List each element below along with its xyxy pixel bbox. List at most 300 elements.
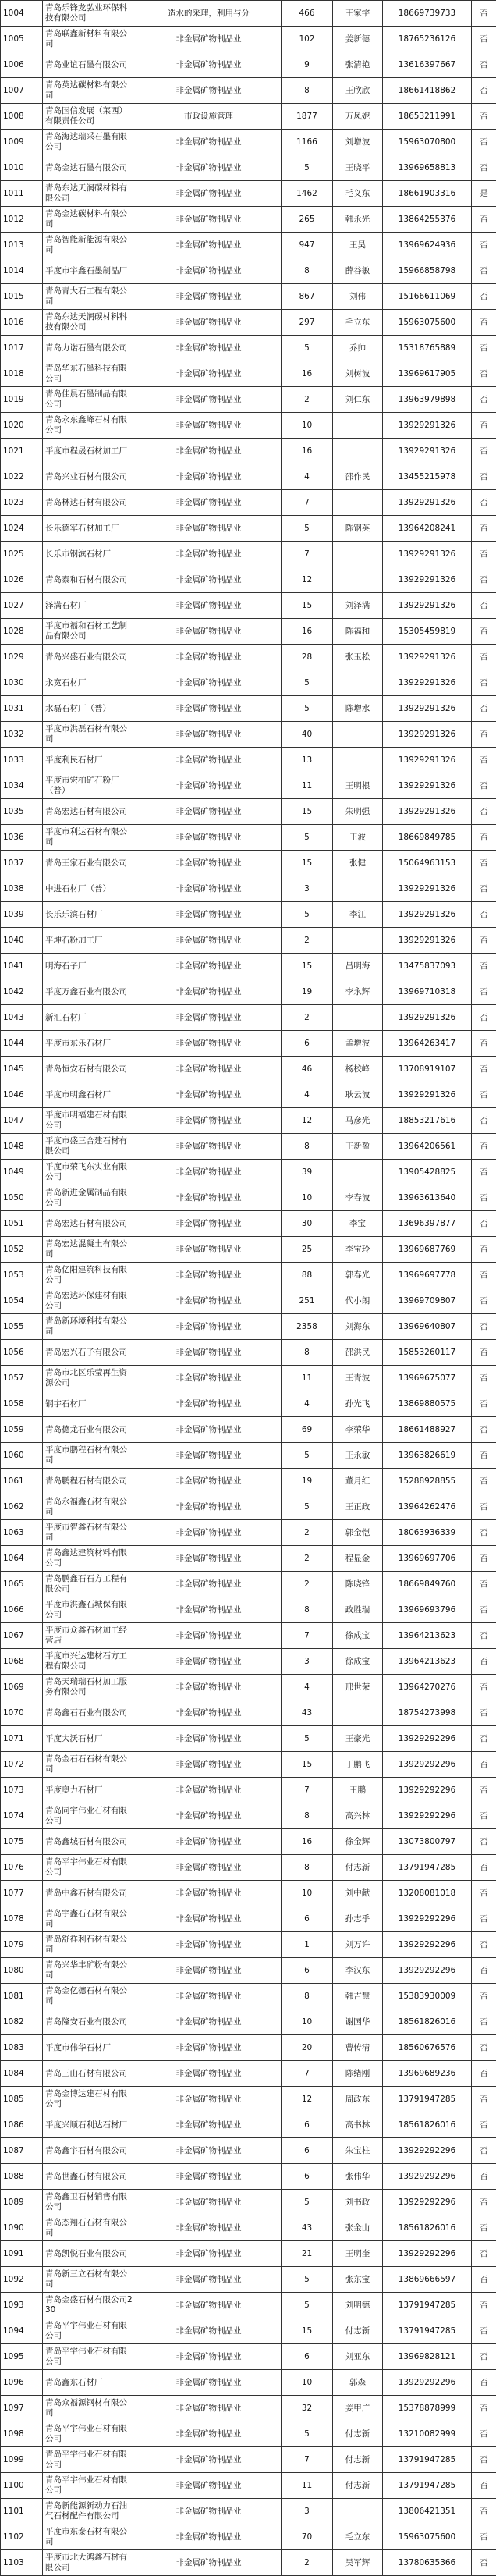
- row-index-cell: 1033: [1, 748, 43, 773]
- table-row: [1, 207, 496, 233]
- row-index-cell: 1051: [1, 1211, 43, 1237]
- phone-number-cell: 13969675077: [383, 1366, 472, 1391]
- industry-cell: 非金属矿物制品业: [136, 2550, 282, 2576]
- phone-number-cell: 15318765889: [383, 336, 472, 361]
- count-cell: 8: [282, 258, 333, 284]
- count-cell: 8: [282, 1340, 333, 1366]
- phone-number-cell: 13708919107: [383, 1057, 472, 1082]
- flag-cell: 否: [472, 2499, 496, 2524]
- phone-number-cell: 18669849760: [383, 1572, 472, 1597]
- industry-cell: 非金属矿物制品业: [136, 1211, 282, 1237]
- contact-person-cell: 邵洪民: [333, 1340, 383, 1366]
- flag-cell: 否: [472, 413, 496, 439]
- count-cell: 3: [282, 2499, 333, 2524]
- row-index-cell: 1070: [1, 1700, 43, 1726]
- industry-cell: 非金属矿物制品业: [136, 207, 282, 233]
- company-name-cell: 青岛青大石工程有限公司: [43, 284, 136, 310]
- table-row: [1, 670, 496, 696]
- count-cell: 7: [282, 1778, 333, 1803]
- industry-cell: 非金属矿物制品业: [136, 1237, 282, 1263]
- contact-person-cell: 付志新: [333, 1855, 383, 1881]
- count-cell: 265: [282, 207, 333, 233]
- industry-cell: 非金属矿物制品业: [136, 1263, 282, 1288]
- phone-number-cell: 13929292296: [383, 1906, 472, 1932]
- contact-person-cell: 张清艳: [333, 52, 383, 78]
- contact-person-cell: [333, 413, 383, 439]
- contact-person-cell: 刘增波: [333, 130, 383, 155]
- flag-cell: 否: [472, 1211, 496, 1237]
- table-row: [1, 1340, 496, 1366]
- table-row: [1, 2138, 496, 2164]
- industry-cell: 非金属矿物制品业: [136, 722, 282, 748]
- industry-cell: 非金属矿物制品业: [136, 851, 282, 876]
- industry-cell: 非金属矿物制品业: [136, 155, 282, 181]
- phone-number-cell: 13806421351: [383, 2499, 472, 2524]
- industry-cell: 非金属矿物制品业: [136, 1675, 282, 1700]
- row-index-cell: 1029: [1, 645, 43, 670]
- flag-cell: 否: [472, 2241, 496, 2267]
- table-row: [1, 1160, 496, 1185]
- table-row: [1, 1391, 496, 1417]
- count-cell: 8: [282, 1597, 333, 1623]
- industry-cell: 非金属矿物制品业: [136, 1700, 282, 1726]
- row-index-cell: 1021: [1, 439, 43, 464]
- company-name-cell: 青岛金盛石材有限公司230: [43, 2293, 136, 2318]
- company-name-cell: 平度市伟华石材厂: [43, 2035, 136, 2061]
- count-cell: 1462: [282, 181, 333, 207]
- contact-person-cell: 毛立东: [333, 310, 383, 336]
- row-index-cell: 1023: [1, 490, 43, 516]
- phone-number-cell: 18653211991: [383, 104, 472, 130]
- industry-cell: 非金属矿物制品业: [136, 1546, 282, 1572]
- flag-cell: 否: [472, 490, 496, 516]
- phone-number-cell: 18661488927: [383, 1417, 472, 1443]
- count-cell: 2: [282, 1520, 333, 1546]
- row-index-cell: 1062: [1, 1494, 43, 1520]
- industry-cell: 非金属矿物制品业: [136, 1134, 282, 1160]
- contact-person-cell: [333, 928, 383, 954]
- contact-person-cell: 张玉松: [333, 645, 383, 670]
- industry-cell: 非金属矿物制品业: [136, 1855, 282, 1881]
- count-cell: 12: [282, 1108, 333, 1134]
- contact-person-cell: 孙志乎: [333, 1906, 383, 1932]
- company-name-cell: 平度市明鑫石材厂: [43, 1082, 136, 1108]
- contact-person-cell: [333, 670, 383, 696]
- company-name-cell: 青岛金博达建石材有限公司: [43, 2087, 136, 2112]
- contact-person-cell: 付志新: [333, 2447, 383, 2473]
- table-row: [1, 1906, 496, 1932]
- flag-cell: 否: [472, 799, 496, 825]
- industry-cell: 非金属矿物制品业: [136, 2499, 282, 2524]
- company-name-cell: 平度市程晟石材加工厂: [43, 439, 136, 464]
- table-row: [1, 1958, 496, 1984]
- table-row: [1, 2447, 496, 2473]
- table-row: [1, 2550, 496, 2576]
- count-cell: 4: [282, 1391, 333, 1417]
- table-row: [1, 1726, 496, 1752]
- count-cell: 2: [282, 928, 333, 954]
- table-row: [1, 1829, 496, 1855]
- count-cell: 28: [282, 645, 333, 670]
- company-name-cell: 青岛华东石墨科技有限公司: [43, 361, 136, 387]
- count-cell: 43: [282, 2215, 333, 2241]
- count-cell: 5: [282, 670, 333, 696]
- phone-number-cell: 13969658813: [383, 155, 472, 181]
- company-name-cell: 青岛恒安石材有限公司: [43, 1057, 136, 1082]
- count-cell: 5: [282, 2293, 333, 2318]
- contact-person-cell: [333, 542, 383, 567]
- company-name-cell: 平度大沃石材厂: [43, 1726, 136, 1752]
- row-index-cell: 1098: [1, 2421, 43, 2447]
- contact-person-cell: 王明奎: [333, 2241, 383, 2267]
- table-row: [1, 1469, 496, 1494]
- company-name-cell: 青岛佳晨石墨制品有限公司: [43, 387, 136, 413]
- company-name-cell: 青岛新环境科技有限公司: [43, 1314, 136, 1340]
- industry-cell: 非金属矿物制品业: [136, 1005, 282, 1031]
- contact-person-cell: 高书林: [333, 2112, 383, 2138]
- industry-cell: 非金属矿物制品业: [136, 2370, 282, 2396]
- row-index-cell: 1086: [1, 2112, 43, 2138]
- phone-number-cell: 13969709807: [383, 1288, 472, 1314]
- count-cell: 32: [282, 2396, 333, 2421]
- contact-person-cell: 耿云波: [333, 1082, 383, 1108]
- industry-cell: 非金属矿物制品业: [136, 1881, 282, 1906]
- company-name-cell: 平度市洪鑫石城保有限公司: [43, 1597, 136, 1623]
- count-cell: 8: [282, 78, 333, 104]
- count-cell: 1: [282, 1932, 333, 1958]
- company-name-cell: 青岛力诺石墨有限公司: [43, 336, 136, 361]
- contact-person-cell: 刘仁东: [333, 387, 383, 413]
- industry-cell: 非金属矿物制品业: [136, 78, 282, 104]
- count-cell: 46: [282, 1057, 333, 1082]
- contact-person-cell: [333, 722, 383, 748]
- company-name-cell: 平度市兴达建材石方工程有限公司: [43, 1649, 136, 1675]
- row-index-cell: 1072: [1, 1752, 43, 1778]
- table-row: [1, 1031, 496, 1057]
- table-row: [1, 825, 496, 851]
- phone-number-cell: 13929292296: [383, 1958, 472, 1984]
- row-index-cell: 1071: [1, 1726, 43, 1752]
- row-index-cell: 1047: [1, 1108, 43, 1134]
- company-name-cell: 平度市宏柏矿石粉厂（普）: [43, 773, 136, 799]
- contact-person-cell: 王新盈: [333, 1134, 383, 1160]
- flag-cell: 否: [472, 516, 496, 542]
- count-cell: 39: [282, 1160, 333, 1185]
- row-index-cell: 1005: [1, 27, 43, 52]
- flag-cell: 否: [472, 542, 496, 567]
- phone-number-cell: 13929291326: [383, 928, 472, 954]
- row-index-cell: 1059: [1, 1417, 43, 1443]
- phone-number-cell: 13616397667: [383, 52, 472, 78]
- industry-cell: 非金属矿物制品业: [136, 2318, 282, 2344]
- phone-number-cell: 13929292296: [383, 2241, 472, 2267]
- phone-number-cell: 13929292296: [383, 2370, 472, 2396]
- contact-person-cell: 李汉东: [333, 1958, 383, 1984]
- count-cell: 8: [282, 1984, 333, 2009]
- industry-cell: 非金属矿物制品业: [136, 2164, 282, 2190]
- company-name-cell: 青岛德龙石业有限公司: [43, 1417, 136, 1443]
- contact-person-cell: 高兴林: [333, 1803, 383, 1829]
- industry-cell: 非金属矿物制品业: [136, 52, 282, 78]
- row-index-cell: 1077: [1, 1881, 43, 1906]
- company-name-cell: 青岛王家石业有限公司: [43, 851, 136, 876]
- contact-person-cell: 刘伟: [333, 284, 383, 310]
- company-name-cell: 青岛兴盛石业有限公司: [43, 645, 136, 670]
- phone-number-cell: 13964208241: [383, 516, 472, 542]
- industry-cell: 非金属矿物制品业: [136, 1185, 282, 1211]
- phone-number-cell: 13791947285: [383, 2318, 472, 2344]
- row-index-cell: 1016: [1, 310, 43, 336]
- contact-person-cell: 丁鹏飞: [333, 1752, 383, 1778]
- phone-number-cell: 13929292296: [383, 2190, 472, 2215]
- contact-person-cell: 陈钢英: [333, 516, 383, 542]
- company-name-cell: 平度市智鑫石材有限公司: [43, 1520, 136, 1546]
- flag-cell: 否: [472, 1288, 496, 1314]
- table-row: [1, 773, 496, 799]
- contact-person-cell: 谢国华: [333, 2009, 383, 2035]
- table-row: [1, 1237, 496, 1263]
- industry-cell: 非金属矿物制品业: [136, 979, 282, 1005]
- company-name-cell: 长乐市钢滨石材厂: [43, 542, 136, 567]
- contact-person-cell: 刘亚东: [333, 2344, 383, 2370]
- industry-cell: 非金属矿物制品业: [136, 1108, 282, 1134]
- row-index-cell: 1056: [1, 1340, 43, 1366]
- row-index-cell: 1013: [1, 233, 43, 258]
- row-index-cell: 1066: [1, 1597, 43, 1623]
- table-row: [1, 2267, 496, 2293]
- company-name-cell: 青岛新进金属制品有限公司: [43, 1185, 136, 1211]
- row-index-cell: 1061: [1, 1469, 43, 1494]
- count-cell: 30: [282, 1211, 333, 1237]
- company-name-cell: 青岛舒祥利石材有限公司: [43, 1932, 136, 1958]
- company-name-cell: 青岛杰翔石石材有限公司: [43, 2215, 136, 2241]
- row-index-cell: 1069: [1, 1675, 43, 1700]
- count-cell: 11: [282, 1366, 333, 1391]
- table-row: [1, 2318, 496, 2344]
- flag-cell: 否: [472, 233, 496, 258]
- phone-number-cell: 13964262476: [383, 1494, 472, 1520]
- row-index-cell: 1019: [1, 387, 43, 413]
- row-index-cell: 1054: [1, 1288, 43, 1314]
- industry-cell: 非金属矿物制品业: [136, 1160, 282, 1185]
- phone-number-cell: 13929292296: [383, 1726, 472, 1752]
- table-row: [1, 567, 496, 593]
- contact-person-cell: 徐成宝: [333, 1623, 383, 1649]
- flag-cell: 否: [472, 979, 496, 1005]
- industry-cell: 非金属矿物制品业: [136, 773, 282, 799]
- table-row: [1, 2164, 496, 2190]
- industry-cell: 非金属矿物制品业: [136, 2061, 282, 2087]
- row-index-cell: 1067: [1, 1623, 43, 1649]
- flag-cell: 否: [472, 1803, 496, 1829]
- industry-cell: 非金属矿物制品业: [136, 748, 282, 773]
- contact-person-cell: 朱宝柱: [333, 2138, 383, 2164]
- table-row: [1, 310, 496, 336]
- count-cell: 5: [282, 902, 333, 928]
- company-name-cell: 青岛海达瑞采石墨有限公司: [43, 130, 136, 155]
- phone-number-cell: 13791947285: [383, 2087, 472, 2112]
- company-name-cell: 平度市明福建石材有限公司: [43, 1108, 136, 1134]
- company-name-cell: 青岛金达石墨有限公司: [43, 155, 136, 181]
- phone-number-cell: 13210082999: [383, 2421, 472, 2447]
- phone-number-cell: 15378878999: [383, 2396, 472, 2421]
- phone-number-cell: 13929291326: [383, 696, 472, 722]
- table-row: [1, 954, 496, 979]
- row-index-cell: 1090: [1, 2215, 43, 2241]
- industry-cell: 非金属矿物制品业: [136, 1623, 282, 1649]
- contact-person-cell: 徐成宝: [333, 1649, 383, 1675]
- count-cell: 867: [282, 284, 333, 310]
- phone-number-cell: 13791947285: [383, 2447, 472, 2473]
- flag-cell: 否: [472, 1546, 496, 1572]
- phone-number-cell: 15383930009: [383, 1984, 472, 2009]
- flag-cell: 否: [472, 464, 496, 490]
- contact-person-cell: 邵作民: [333, 464, 383, 490]
- flag-cell: 否: [472, 2087, 496, 2112]
- row-index-cell: 1020: [1, 413, 43, 439]
- phone-number-cell: 18063936339: [383, 1520, 472, 1546]
- industry-cell: 非金属矿物制品业: [136, 2190, 282, 2215]
- company-name-cell: 青岛东达天润碳材料有限公司: [43, 181, 136, 207]
- industry-cell: 非金属矿物制品业: [136, 1932, 282, 1958]
- industry-cell: 非金属矿物制品业: [136, 2344, 282, 2370]
- phone-number-cell: 13929291326: [383, 722, 472, 748]
- company-name-cell: 青岛同宇伟业石材有限公司: [43, 1803, 136, 1829]
- flag-cell: 否: [472, 1597, 496, 1623]
- phone-number-cell: 18661903316: [383, 181, 472, 207]
- count-cell: 4: [282, 464, 333, 490]
- contact-person-cell: 李宝玲: [333, 1237, 383, 1263]
- count-cell: 6: [282, 2112, 333, 2138]
- row-index-cell: 1074: [1, 1803, 43, 1829]
- table-row: [1, 27, 496, 52]
- industry-cell: 非金属矿物制品业: [136, 1031, 282, 1057]
- row-index-cell: 1096: [1, 2370, 43, 2396]
- table-row: [1, 1597, 496, 1623]
- phone-number-cell: 13869666597: [383, 2267, 472, 2293]
- flag-cell: 否: [472, 1469, 496, 1494]
- company-name-cell: 青岛世鑫石材有限公司: [43, 2164, 136, 2190]
- count-cell: 6: [282, 1906, 333, 1932]
- count-cell: 5: [282, 2421, 333, 2447]
- contact-person-cell: 吕明海: [333, 954, 383, 979]
- industry-cell: 非金属矿物制品业: [136, 2421, 282, 2447]
- contact-person-cell: 王晓平: [333, 155, 383, 181]
- contact-person-cell: 张东宝: [333, 2267, 383, 2293]
- table-row: [1, 928, 496, 954]
- count-cell: 15: [282, 2318, 333, 2344]
- row-index-cell: 1008: [1, 104, 43, 130]
- count-cell: 2: [282, 1572, 333, 1597]
- row-index-cell: 1085: [1, 2087, 43, 2112]
- industry-cell: 非金属矿物制品业: [136, 181, 282, 207]
- phone-number-cell: 13929291326: [383, 799, 472, 825]
- table-row: [1, 1263, 496, 1288]
- row-index-cell: 1009: [1, 130, 43, 155]
- company-name-cell: 中进石材厂（普）: [43, 876, 136, 902]
- company-name-cell: 青岛亿阳建筑科技有限公司: [43, 1263, 136, 1288]
- phone-number-cell: 18853217616: [383, 1108, 472, 1134]
- flag-cell: 否: [472, 2009, 496, 2035]
- industry-cell: 非金属矿物制品业: [136, 2009, 282, 2035]
- phone-number-cell: 13929292296: [383, 2138, 472, 2164]
- phone-number-cell: 15288928855: [383, 1469, 472, 1494]
- phone-number-cell: 13696397877: [383, 1211, 472, 1237]
- flag-cell: 否: [472, 2190, 496, 2215]
- contact-person-cell: 张健: [333, 851, 383, 876]
- phone-number-cell: 18754273998: [383, 1700, 472, 1726]
- flag-cell: 否: [472, 1675, 496, 1700]
- count-cell: 12: [282, 567, 333, 593]
- industry-cell: 非金属矿物制品业: [136, 1288, 282, 1314]
- phone-number-cell: 13929292296: [383, 1803, 472, 1829]
- count-cell: 5: [282, 336, 333, 361]
- industry-cell: 非金属矿物制品业: [136, 2473, 282, 2499]
- row-index-cell: 1010: [1, 155, 43, 181]
- company-name-cell: 新汇石材厂: [43, 1005, 136, 1031]
- flag-cell: 否: [472, 825, 496, 851]
- table-row: [1, 1211, 496, 1237]
- flag-cell: 否: [472, 387, 496, 413]
- count-cell: 6: [282, 1958, 333, 1984]
- count-cell: 16: [282, 619, 333, 645]
- flag-cell: 否: [472, 1314, 496, 1340]
- contact-person-cell: 陈福和: [333, 619, 383, 645]
- table-row: [1, 155, 496, 181]
- phone-number-cell: 13455215978: [383, 464, 472, 490]
- industry-cell: 非金属矿物制品业: [136, 439, 282, 464]
- row-index-cell: 1093: [1, 2293, 43, 2318]
- flag-cell: 否: [472, 310, 496, 336]
- contact-person-cell: 马彦光: [333, 1108, 383, 1134]
- phone-number-cell: 18669739733: [383, 1, 472, 27]
- phone-number-cell: 13969640807: [383, 1314, 472, 1340]
- table-row: [1, 1752, 496, 1778]
- flag-cell: 否: [472, 1906, 496, 1932]
- count-cell: 10: [282, 1185, 333, 1211]
- count-cell: 20: [282, 2035, 333, 2061]
- industry-cell: 非金属矿物制品业: [136, 284, 282, 310]
- table-row: [1, 1005, 496, 1031]
- row-index-cell: 1102: [1, 2524, 43, 2550]
- industry-cell: 非金属矿物制品业: [136, 1057, 282, 1082]
- row-index-cell: 1055: [1, 1314, 43, 1340]
- industry-cell: 非金属矿物制品业: [136, 1958, 282, 1984]
- flag-cell: 否: [472, 1391, 496, 1417]
- contact-person-cell: 王家宇: [333, 1, 383, 27]
- company-name-cell: 青岛平宇伟业石材有限公司: [43, 2473, 136, 2499]
- company-name-cell: 青岛鹏程石材有限公司: [43, 1469, 136, 1494]
- flag-cell: 否: [472, 2164, 496, 2190]
- table-row: [1, 2396, 496, 2421]
- count-cell: 25: [282, 1237, 333, 1263]
- table-row: [1, 2421, 496, 2447]
- contact-person-cell: 代小朗: [333, 1288, 383, 1314]
- phone-number-cell: 15853260117: [383, 1340, 472, 1366]
- contact-person-cell: 孙光飞: [333, 1391, 383, 1417]
- count-cell: 16: [282, 439, 333, 464]
- flag-cell: 否: [472, 1443, 496, 1469]
- company-name-cell: 青岛天瑞瑞石材加工服务有限公司: [43, 1675, 136, 1700]
- flag-cell: 否: [472, 851, 496, 876]
- flag-cell: 否: [472, 748, 496, 773]
- contact-person-cell: 陈增水: [333, 696, 383, 722]
- company-name-cell: 青岛金石石石材有限公司: [43, 1752, 136, 1778]
- count-cell: 10: [282, 413, 333, 439]
- industry-cell: 非金属矿物制品业: [136, 1340, 282, 1366]
- flag-cell: 否: [472, 2370, 496, 2396]
- count-cell: 16: [282, 1829, 333, 1855]
